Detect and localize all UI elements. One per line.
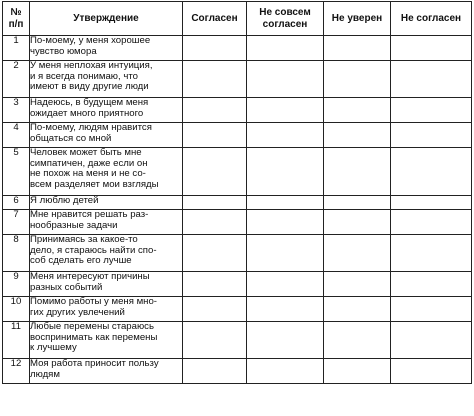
row-number: 5 <box>3 148 30 196</box>
disagree-cell[interactable] <box>391 297 472 322</box>
not-quite-agree-cell[interactable] <box>247 359 324 384</box>
agree-cell[interactable] <box>183 148 247 196</box>
not-quite-agree-cell[interactable] <box>247 148 324 196</box>
table-row <box>3 98 472 123</box>
row-number: 3 <box>3 98 30 123</box>
row-number: 1 <box>3 36 30 61</box>
statement-text: Мне нравится решать раз- нообразные задачи <box>30 210 183 235</box>
unsure-cell[interactable] <box>324 322 391 359</box>
not-quite-agree-cell[interactable] <box>247 196 324 210</box>
header-not-quite-agree: Не совсем согласен <box>247 2 324 36</box>
table-row <box>3 272 472 297</box>
row-number: 6 <box>3 196 30 210</box>
header-number: № п/п <box>3 2 30 36</box>
unsure-cell[interactable] <box>324 272 391 297</box>
statement-text: Моя работа приносит пользу людям <box>30 359 183 384</box>
not-quite-agree-cell[interactable] <box>247 235 324 272</box>
agree-cell[interactable] <box>183 272 247 297</box>
row-number: 11 <box>3 322 30 359</box>
unsure-cell[interactable] <box>324 297 391 322</box>
table-row <box>3 210 472 235</box>
unsure-cell[interactable] <box>324 359 391 384</box>
header-unsure: Не уверен <box>324 2 391 36</box>
table-row <box>3 123 472 148</box>
unsure-cell[interactable] <box>324 196 391 210</box>
disagree-cell[interactable] <box>391 272 472 297</box>
row-number: 8 <box>3 235 30 272</box>
statement-text: Любые перемены стараюсь воспринимать как перемены к лучшему <box>30 322 183 359</box>
agree-cell[interactable] <box>183 196 247 210</box>
statement-text: Меня интересуют причины разных событий <box>30 272 183 297</box>
header-statement: Утверждение <box>30 2 183 36</box>
table-row <box>3 235 472 272</box>
table-row <box>3 359 472 384</box>
unsure-cell[interactable] <box>324 36 391 61</box>
statement-text: По-моему, людям нравится общаться со мной <box>30 123 183 148</box>
unsure-cell[interactable] <box>324 210 391 235</box>
agree-cell[interactable] <box>183 297 247 322</box>
unsure-cell[interactable] <box>324 61 391 98</box>
header-agree: Согласен <box>183 2 247 36</box>
disagree-cell[interactable] <box>391 61 472 98</box>
disagree-cell[interactable] <box>391 98 472 123</box>
not-quite-agree-cell[interactable] <box>247 123 324 148</box>
not-quite-agree-cell[interactable] <box>247 322 324 359</box>
statement-text: Помимо работы у меня мно- гих других увлечений <box>30 297 183 322</box>
table-row <box>3 196 472 210</box>
unsure-cell[interactable] <box>324 235 391 272</box>
disagree-cell[interactable] <box>391 123 472 148</box>
agree-cell[interactable] <box>183 98 247 123</box>
statement-text: Человек может быть мне симпатичен, даже если он не похож на меня и не со- всем разделяет мои взгляды <box>30 148 183 196</box>
table-row <box>3 36 472 61</box>
unsure-cell[interactable] <box>324 123 391 148</box>
table-row <box>3 148 472 196</box>
table-row <box>3 61 472 98</box>
statement-text: По-моему, у меня хорошее чувство юмора <box>30 36 183 61</box>
statement-text: Я люблю детей <box>30 196 183 210</box>
disagree-cell[interactable] <box>391 36 472 61</box>
agree-cell[interactable] <box>183 322 247 359</box>
not-quite-agree-cell[interactable] <box>247 297 324 322</box>
table-row <box>3 297 472 322</box>
table-row <box>3 322 472 359</box>
row-number: 12 <box>3 359 30 384</box>
row-number: 4 <box>3 123 30 148</box>
disagree-cell[interactable] <box>391 148 472 196</box>
disagree-cell[interactable] <box>391 235 472 272</box>
statement-text: Надеюсь, в будущем меня ожидает много приятного <box>30 98 183 123</box>
unsure-cell[interactable] <box>324 148 391 196</box>
questionnaire-table <box>2 1 472 384</box>
disagree-cell[interactable] <box>391 196 472 210</box>
not-quite-agree-cell[interactable] <box>247 210 324 235</box>
unsure-cell[interactable] <box>324 98 391 123</box>
not-quite-agree-cell[interactable] <box>247 61 324 98</box>
disagree-cell[interactable] <box>391 322 472 359</box>
not-quite-agree-cell[interactable] <box>247 272 324 297</box>
not-quite-agree-cell[interactable] <box>247 98 324 123</box>
row-number: 7 <box>3 210 30 235</box>
row-number: 10 <box>3 297 30 322</box>
disagree-cell[interactable] <box>391 359 472 384</box>
row-number: 9 <box>3 272 30 297</box>
agree-cell[interactable] <box>183 359 247 384</box>
agree-cell[interactable] <box>183 210 247 235</box>
disagree-cell[interactable] <box>391 210 472 235</box>
statement-text: У меня неплохая интуиция, и я всегда понимаю, что имеют в виду другие люди <box>30 61 183 98</box>
header-row <box>3 2 472 36</box>
not-quite-agree-cell[interactable] <box>247 36 324 61</box>
header-disagree: Не согласен <box>391 2 472 36</box>
agree-cell[interactable] <box>183 61 247 98</box>
agree-cell[interactable] <box>183 36 247 61</box>
agree-cell[interactable] <box>183 235 247 272</box>
statement-text: Принимаясь за какое-то дело, я стараюсь найти спо- соб сделать его лучше <box>30 235 183 272</box>
agree-cell[interactable] <box>183 123 247 148</box>
row-number: 2 <box>3 61 30 98</box>
